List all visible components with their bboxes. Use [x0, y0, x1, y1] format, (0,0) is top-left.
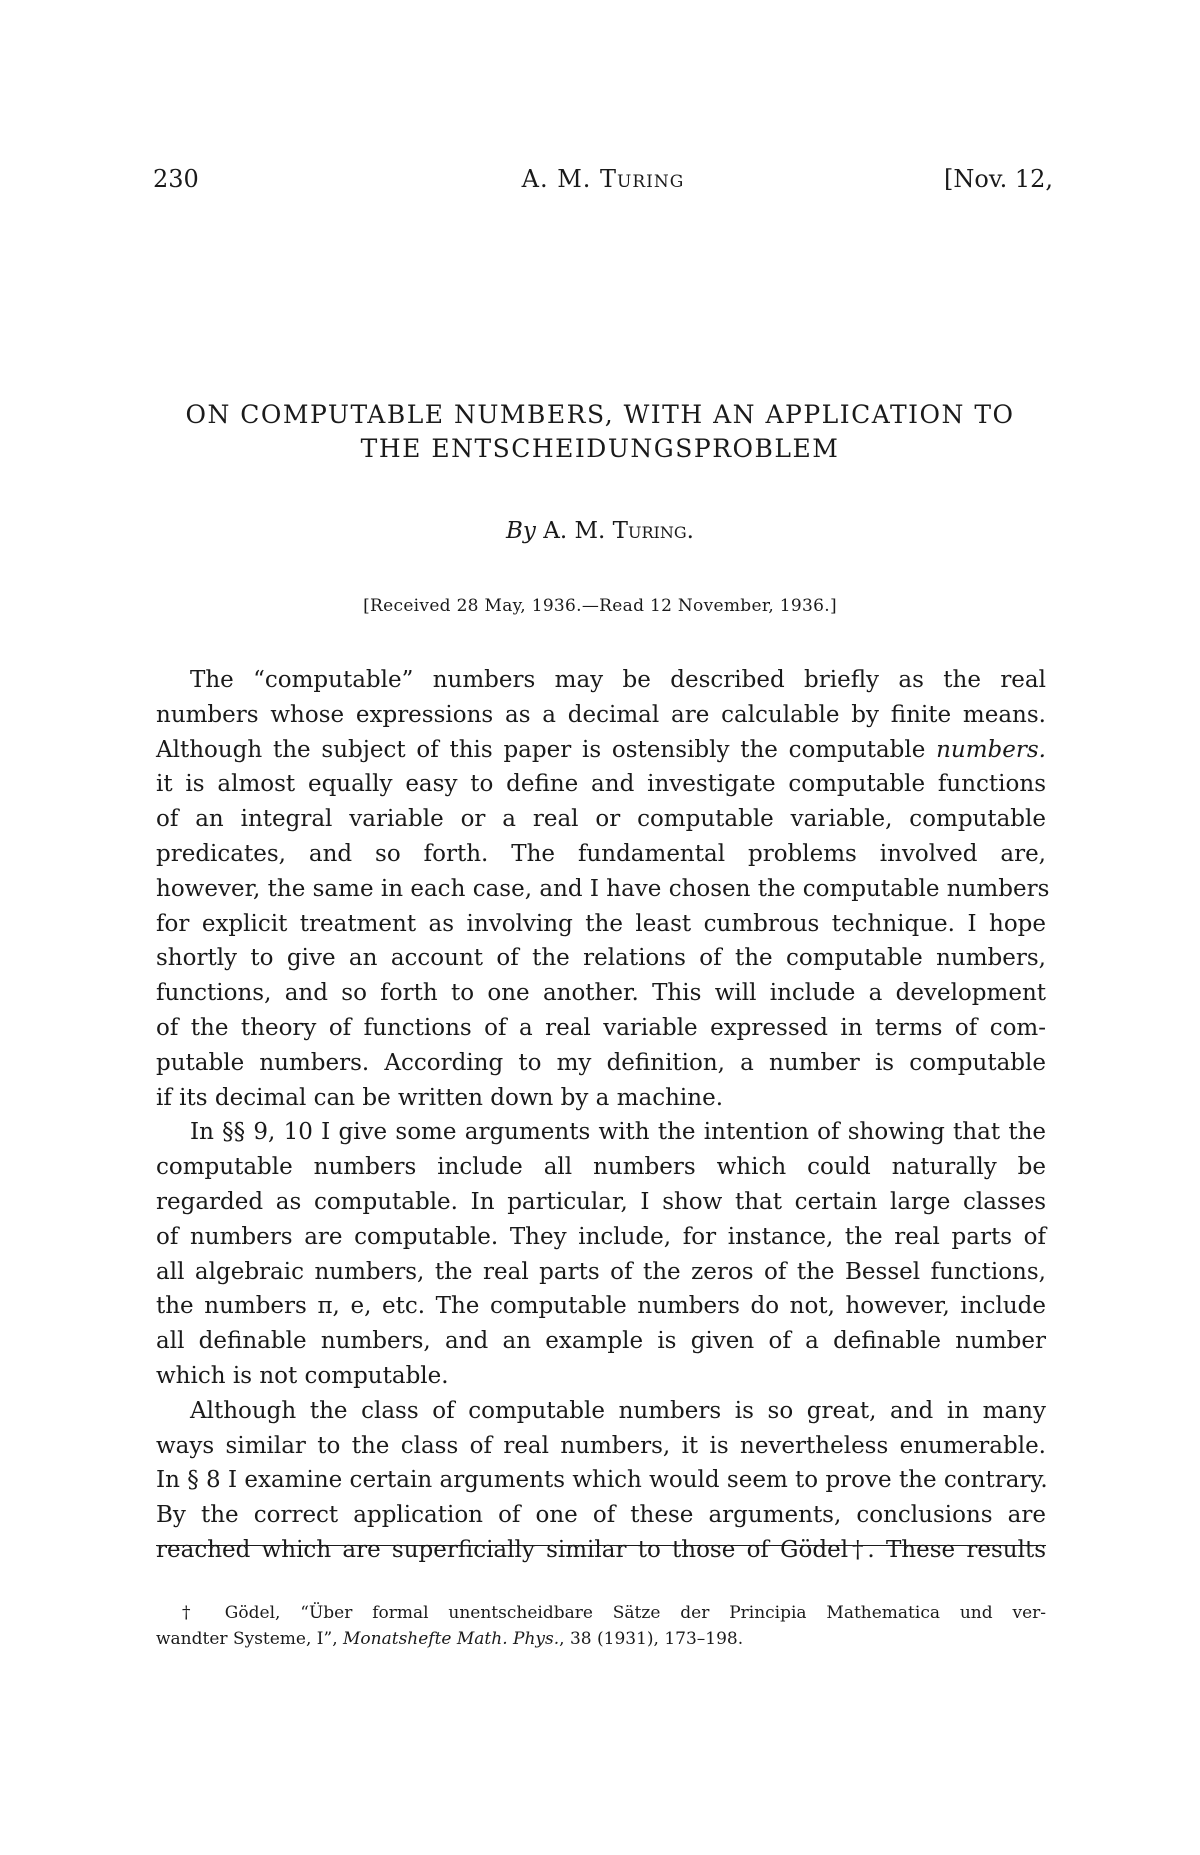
text-line: shortly to give an account of the relations of the computable numbers, [156, 945, 1046, 972]
title-line-1: ON COMPUTABLE NUMBERS, WITH AN APPLICATION TO [185, 400, 1015, 429]
footnote-text: wandter Systeme, I”, [156, 1629, 344, 1649]
journal-name: Monatshefte Math. Phys. [343, 1629, 560, 1649]
text-line: numbers whose expressions as a decimal are calculable by finite means. [156, 701, 1046, 728]
footnote-divider [156, 1545, 1046, 1546]
text-line: of the theory of functions of a real variable expressed in terms of com- [156, 1014, 1046, 1041]
byline-prefix: By [506, 518, 536, 544]
received-date-note: [Received 28 May, 1936.—Read 12 November, 1936.] [363, 596, 837, 616]
page-number: 230 [153, 165, 199, 193]
text-line: which is not computable. [156, 1362, 449, 1389]
text-line [156, 733, 1046, 768]
paragraph-2 [156, 1115, 1046, 1393]
text-line: it is almost equally easy to define and investigate computable functions [156, 771, 1046, 798]
text-line: predicates, and so forth. The fundamental problems involved are, [156, 840, 1046, 867]
byline-author: A. M. Turing. [543, 518, 694, 544]
running-author: A. M. Turing [521, 165, 685, 193]
text-line: all definable numbers, and an example is given of a definable number [156, 1328, 1046, 1355]
text-line: all algebraic numbers, the real parts of the zeros of the Bessel functions, [156, 1258, 1046, 1285]
footnote-line-2 [156, 1626, 1046, 1652]
text-line: regarded as computable. In particular, I show that certain large classes [156, 1188, 1046, 1215]
text-line: The “computable” numbers may be described briefly as the real [190, 667, 1046, 693]
text-line: computable numbers include all numbers which could naturally be [156, 1154, 1046, 1181]
text-line: the numbers π, e, etc. The computable numbers do not, however, include [156, 1293, 1046, 1320]
text-line: In § 8 I examine certain arguments which would seem to prove the contrary. [156, 1467, 1048, 1494]
title-line-2: THE ENTSCHEIDUNGSPROBLEM [360, 434, 840, 463]
footnote [156, 1600, 1046, 1652]
text-line: putable numbers. According to my definition, a number is computable [156, 1049, 1046, 1076]
paragraph-3 [156, 1394, 1046, 1568]
text-line: By the correct application of one of these arguments, conclusions are [156, 1502, 1046, 1529]
text-line: functions, and so forth to one another. This will include a development [156, 980, 1046, 1007]
running-date: [Nov. 12, [944, 165, 1053, 193]
text-line: if its decimal can be written down by a machine. [156, 1084, 724, 1111]
running-header [153, 165, 1053, 205]
paragraph-1 [156, 663, 1050, 1115]
paper-title [140, 398, 1060, 466]
text-line: of numbers are computable. They include, for instance, the real parts of [156, 1223, 1046, 1250]
text-line: reached which are superficially similar to those of Gödel†. These results [156, 1536, 1046, 1563]
text-line: for explicit treatment as involving the least cumbrous technique. I hope [156, 910, 1046, 937]
byline [140, 518, 1060, 544]
text-line-start: Although the subject of this paper is ostensibly the computable [156, 736, 937, 763]
text-line: of an integral variable or a real or computable variable, computable [156, 806, 1046, 833]
text-line: however, the same in each case, and I have chosen the computable numbers [156, 875, 1050, 902]
text-line: ways similar to the class of real numbers, it is nevertheless enumerable. [156, 1432, 1046, 1459]
footnote-line-1: † Gödel, “Über formal unentscheidbare Sätze der Principia Mathematica und ver- [182, 1603, 1046, 1623]
footnote-citation: , 38 (1931), 173–198. [559, 1629, 744, 1649]
text-line: Although the class of computable numbers is so great, and in many [190, 1397, 1046, 1424]
emphasis-numbers: numbers. [936, 736, 1046, 763]
body-text [156, 663, 1050, 1568]
text-line: In §§ 9, 10 I give some arguments with the intention of showing that the [190, 1119, 1046, 1146]
